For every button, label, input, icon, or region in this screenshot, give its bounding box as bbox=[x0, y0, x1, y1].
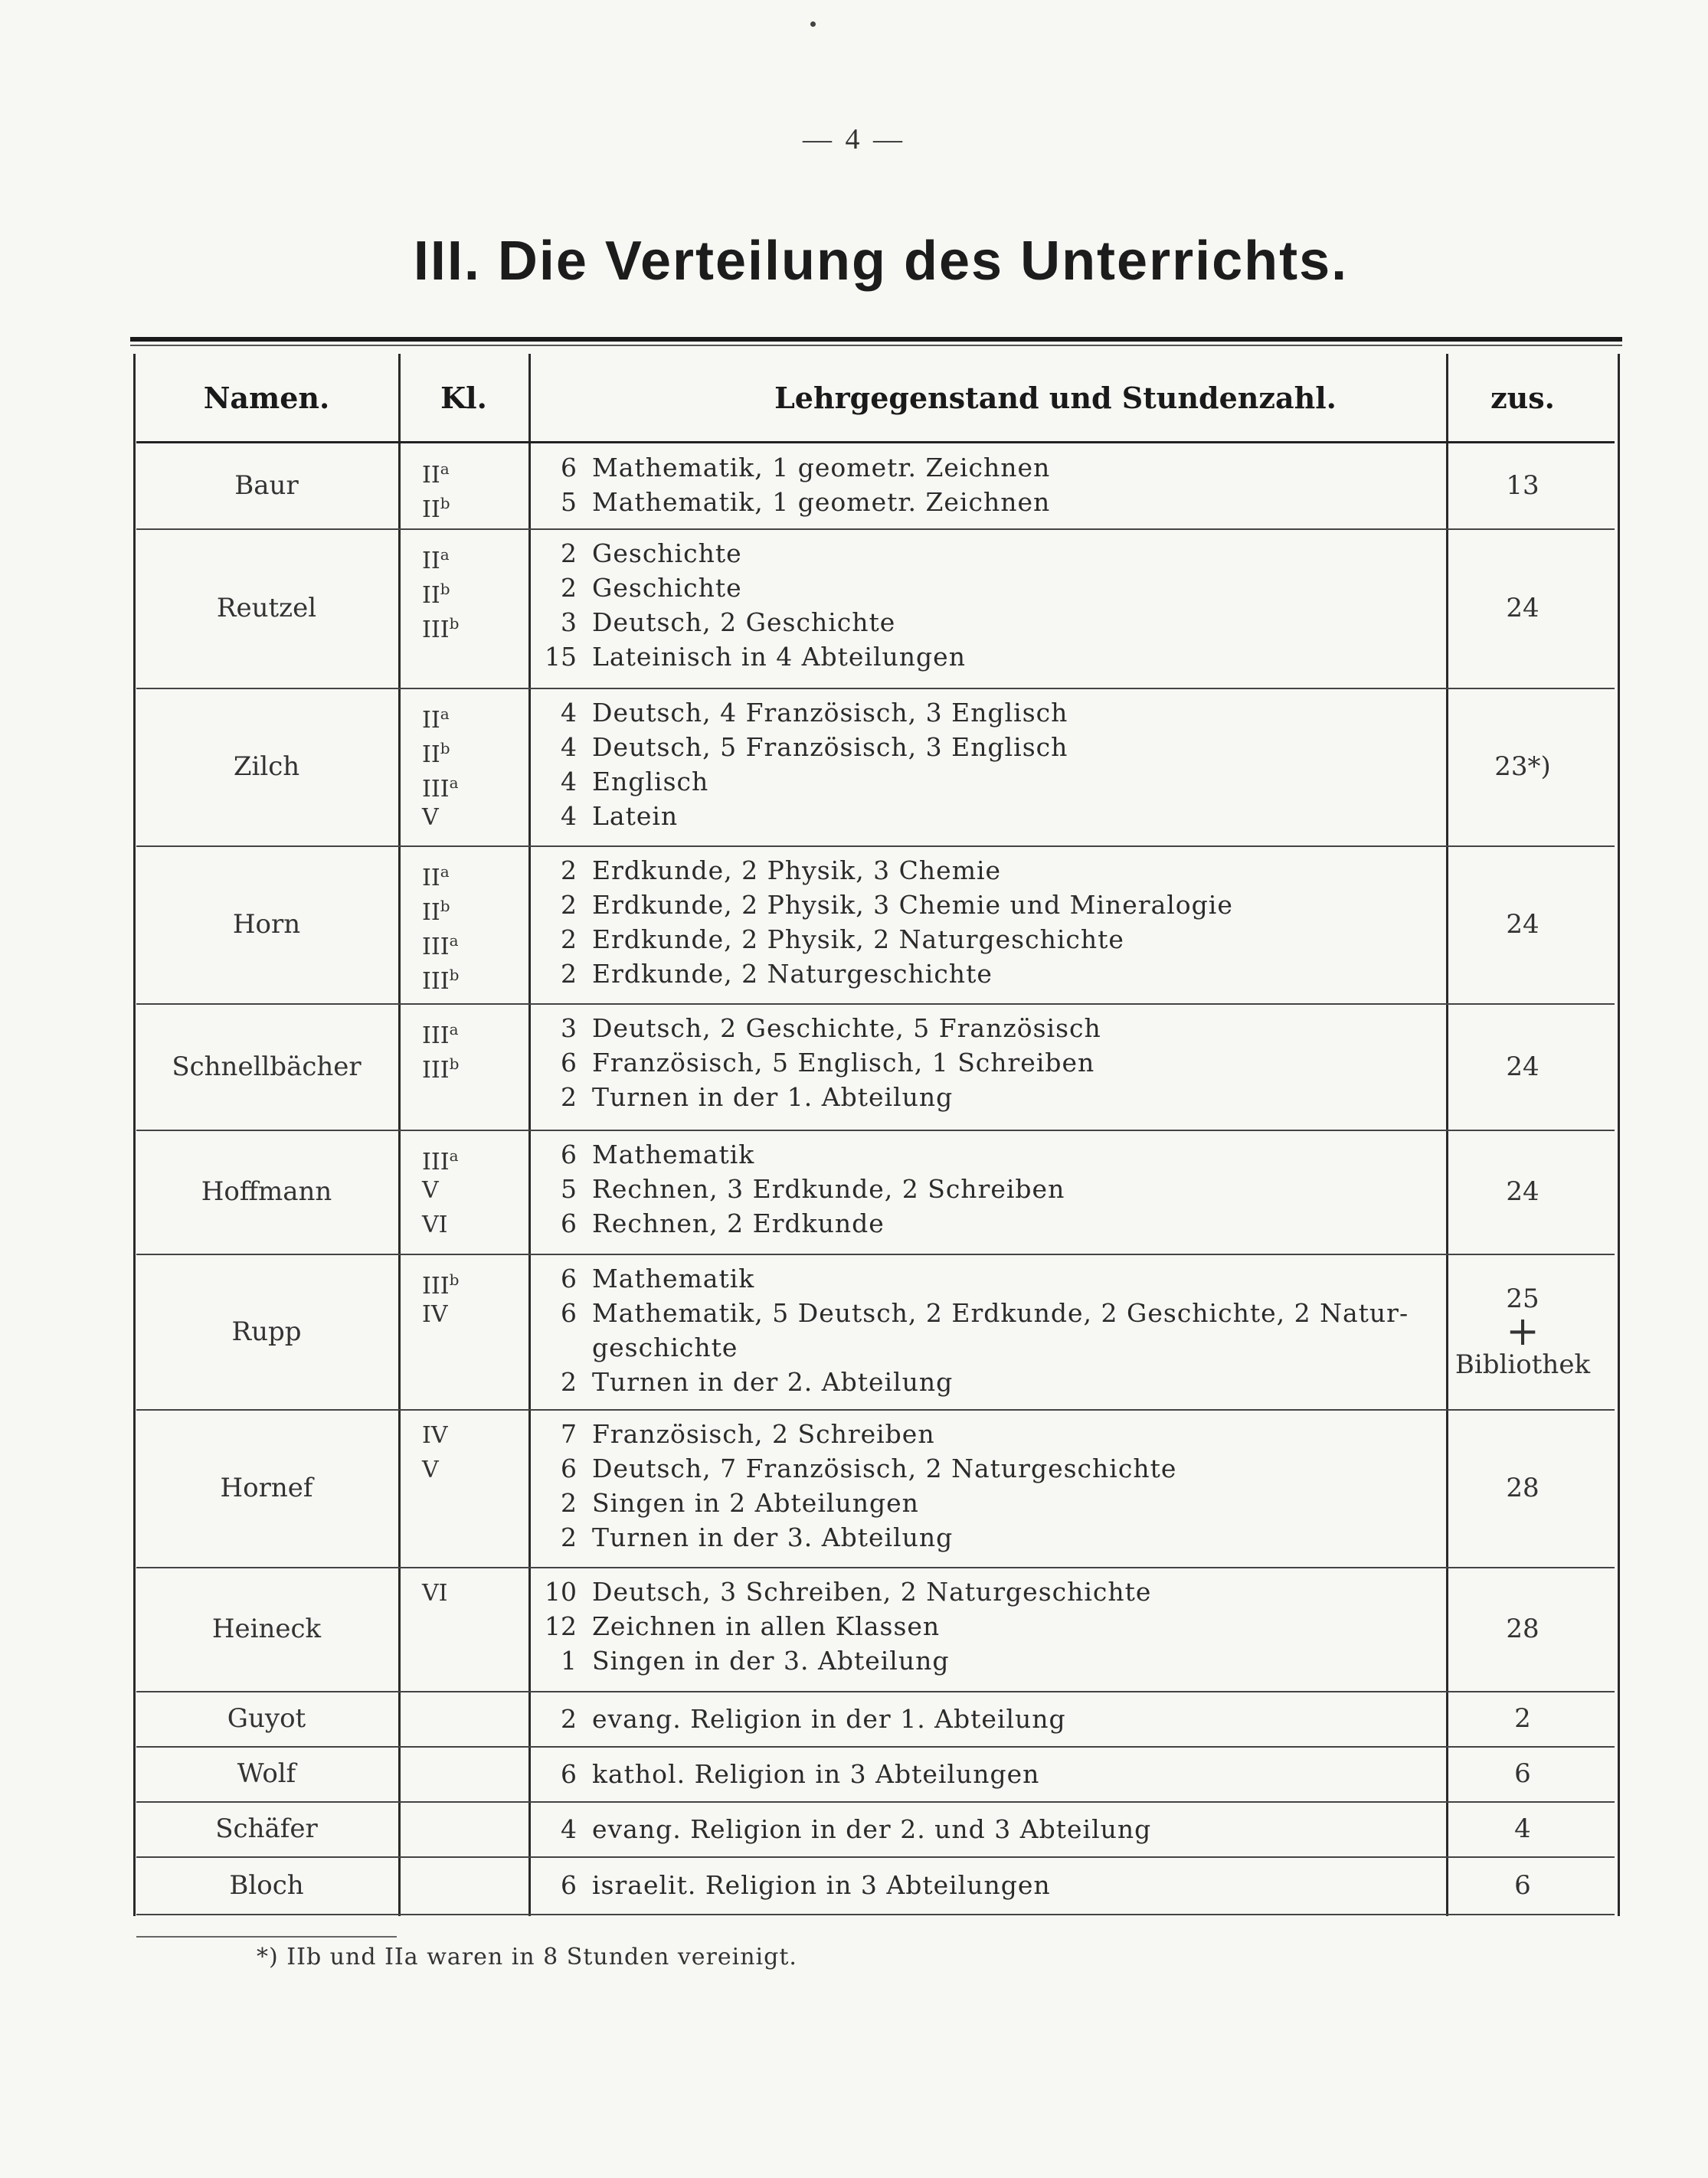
subject-list bbox=[531, 1691, 1580, 1746]
subject-line bbox=[531, 1172, 1580, 1206]
hours-count: 6 bbox=[561, 1208, 577, 1238]
total-hours bbox=[1446, 1801, 1599, 1856]
hours-count: 6 bbox=[561, 1048, 577, 1078]
total-hours bbox=[1446, 688, 1599, 845]
subject-line bbox=[531, 957, 1580, 991]
subject-text: Deutsch, 3 Schreiben, 2 Naturgeschichte bbox=[592, 1577, 1152, 1607]
table-row bbox=[136, 528, 1615, 689]
hours-count: 6 bbox=[561, 1264, 577, 1293]
class-list bbox=[401, 528, 527, 688]
total-hours bbox=[1446, 1409, 1599, 1567]
subject-text: Erdkunde, 2 Naturgeschichte bbox=[592, 959, 993, 989]
header-class: Kl. bbox=[440, 380, 487, 415]
teacher-name: Schäfer bbox=[215, 1813, 318, 1844]
class-label: $II^b$ bbox=[422, 739, 450, 768]
hours-count: 2 bbox=[561, 1522, 577, 1552]
subject-text: Geschichte bbox=[592, 573, 742, 603]
header-names: Namen. bbox=[203, 380, 330, 415]
subject-line bbox=[531, 536, 1580, 571]
hours-count: 2 bbox=[561, 573, 577, 603]
class-label: $II^a$ bbox=[422, 705, 450, 734]
subject-list bbox=[531, 1567, 1580, 1691]
ink-dot bbox=[810, 21, 816, 27]
class-label: III$^a$ bbox=[422, 773, 459, 803]
class-label: $II^a$ bbox=[422, 545, 450, 574]
class-list bbox=[401, 1254, 527, 1409]
total-hours bbox=[1446, 443, 1599, 528]
subject-text: Erdkunde, 2 Physik, 2 Naturgeschichte bbox=[592, 924, 1124, 954]
total-value: 25 bbox=[1506, 1283, 1539, 1314]
hours-count: 6 bbox=[561, 1298, 577, 1328]
hours-count: 15 bbox=[545, 642, 577, 672]
subject-text: Mathematik, 1 geometr. Zeichnen bbox=[592, 487, 1051, 517]
hours-count: 2 bbox=[561, 924, 577, 954]
total-plus: + bbox=[1506, 1308, 1539, 1355]
subject-text: Zeichnen in allen Klassen bbox=[592, 1611, 941, 1641]
total-value: 24 bbox=[1506, 1176, 1539, 1207]
total-value: 23*) bbox=[1494, 751, 1551, 782]
hours-count: 10 bbox=[545, 1577, 577, 1607]
hours-count: 3 bbox=[561, 607, 577, 637]
subject-text: Turnen in der 1. Abteilung bbox=[592, 1082, 954, 1112]
subject-list bbox=[531, 1003, 1580, 1130]
subject-line bbox=[531, 1045, 1580, 1080]
page-title: III. Die Verteilung des Unterrichts. bbox=[413, 231, 1349, 292]
subject-list bbox=[531, 1746, 1580, 1801]
total-value: 28 bbox=[1506, 1614, 1539, 1644]
total-hours bbox=[1446, 528, 1599, 688]
subject-text: Geschichte bbox=[592, 538, 742, 568]
class-list bbox=[401, 688, 527, 845]
table-border-left bbox=[133, 354, 136, 1916]
subject-list bbox=[531, 528, 1580, 688]
total-hours bbox=[1446, 1691, 1599, 1746]
subject-line bbox=[531, 1261, 1580, 1296]
subject-list bbox=[531, 1409, 1580, 1567]
subject-line bbox=[531, 1643, 1580, 1678]
subject-line bbox=[531, 1486, 1580, 1520]
table-row bbox=[136, 1003, 1615, 1131]
subject-text: israelit. Religion in 3 Abteilungen bbox=[592, 1870, 1051, 1900]
subject-line bbox=[531, 922, 1580, 957]
subject-line bbox=[531, 764, 1580, 799]
class-label: V bbox=[422, 1457, 439, 1483]
table-header-row bbox=[136, 354, 1615, 443]
table-row bbox=[136, 688, 1615, 847]
total-value: 28 bbox=[1506, 1473, 1539, 1503]
table-row bbox=[136, 1856, 1615, 1915]
subject-text: Französisch, 2 Schreiben bbox=[592, 1419, 935, 1449]
class-list bbox=[401, 443, 527, 528]
hours-count: 2 bbox=[561, 1488, 577, 1518]
subject-text: Turnen in der 2. Abteilung bbox=[592, 1367, 954, 1397]
class-label: III$^a$ bbox=[422, 931, 459, 960]
subject-line bbox=[531, 1417, 1580, 1451]
subject-text: Lateinisch in 4 Abteilungen bbox=[592, 642, 966, 672]
subject-line bbox=[531, 571, 1580, 605]
teacher-name: Horn bbox=[232, 909, 301, 940]
subject-list bbox=[531, 443, 1580, 528]
hours-count: 4 bbox=[561, 767, 577, 796]
subject-line bbox=[531, 450, 1580, 485]
table-row bbox=[136, 1130, 1615, 1255]
footnote: *) IIb und IIa waren in 8 Stunden vereinigt. bbox=[257, 1944, 797, 1970]
subject-text: Mathematik bbox=[592, 1140, 755, 1169]
subject-list bbox=[531, 1254, 1580, 1409]
subject-line bbox=[531, 1451, 1580, 1486]
hours-count: 2 bbox=[561, 890, 577, 920]
table-row bbox=[136, 1567, 1615, 1692]
teacher-name: Schnellbächer bbox=[172, 1051, 362, 1082]
class-list bbox=[401, 1409, 527, 1567]
hours-count: 6 bbox=[561, 1870, 577, 1900]
total-hours bbox=[1446, 1567, 1599, 1691]
total-value: 24 bbox=[1506, 909, 1539, 940]
total-hours bbox=[1446, 1003, 1599, 1130]
table-row bbox=[136, 1409, 1615, 1568]
subject-line bbox=[531, 1575, 1580, 1609]
class-list bbox=[401, 1003, 527, 1130]
class-label: $II^a$ bbox=[422, 459, 450, 489]
table-row bbox=[136, 1691, 1615, 1748]
class-list bbox=[401, 1567, 527, 1691]
teacher-name: Guyot bbox=[227, 1703, 306, 1734]
hours-count: 2 bbox=[561, 1082, 577, 1112]
subject-list bbox=[531, 845, 1580, 1003]
hours-count: 2 bbox=[561, 538, 577, 568]
subject-text: evang. Religion in der 2. und 3 Abteilung bbox=[592, 1813, 1152, 1844]
subject-text: evang. Religion in der 1. Abteilung bbox=[592, 1703, 1066, 1734]
total-value: 6 bbox=[1514, 1869, 1531, 1901]
subject-text: geschichte bbox=[592, 1333, 738, 1362]
total-hours bbox=[1446, 1130, 1599, 1254]
class-label: VI bbox=[422, 1212, 448, 1238]
subject-text: Singen in der 3. Abteilung bbox=[592, 1646, 950, 1676]
teacher-name: Hoffmann bbox=[201, 1176, 332, 1207]
table-row bbox=[136, 1801, 1615, 1858]
hours-count: 12 bbox=[545, 1611, 577, 1641]
class-label: $II^b$ bbox=[422, 580, 450, 609]
page-number: — 4 — bbox=[803, 123, 905, 155]
total-value: 24 bbox=[1506, 593, 1539, 623]
hours-count: 4 bbox=[561, 1813, 577, 1844]
header-total: zus. bbox=[1490, 380, 1555, 415]
class-list bbox=[401, 1801, 527, 1856]
subject-text: Deutsch, 2 Geschichte, 5 Französisch bbox=[592, 1013, 1101, 1043]
hours-count: 7 bbox=[561, 1419, 577, 1449]
subject-line bbox=[531, 695, 1580, 730]
subject-list bbox=[531, 1130, 1580, 1254]
total-value: 6 bbox=[1514, 1758, 1531, 1789]
teacher-name: Heineck bbox=[211, 1614, 322, 1644]
hours-count: 2 bbox=[561, 959, 577, 989]
subject-text: Latein bbox=[592, 801, 679, 831]
class-label: III$^b$ bbox=[422, 966, 460, 995]
hours-count: 1 bbox=[561, 1646, 577, 1676]
subject-line bbox=[531, 1011, 1580, 1045]
table-row bbox=[136, 443, 1615, 530]
subject-text: kathol. Religion in 3 Abteilungen bbox=[592, 1758, 1040, 1789]
teacher-name: Baur bbox=[234, 470, 299, 501]
subject-text: Mathematik bbox=[592, 1264, 755, 1293]
total-hours bbox=[1446, 1254, 1599, 1409]
top-rule-thin bbox=[130, 345, 1622, 346]
subject-line bbox=[531, 1812, 1580, 1846]
total-hours bbox=[1446, 1856, 1599, 1914]
hours-count: 2 bbox=[561, 1367, 577, 1397]
subject-text: Deutsch, 5 Französisch, 3 Englisch bbox=[592, 732, 1068, 762]
table-border-right bbox=[1618, 354, 1620, 1916]
teacher-name: Reutzel bbox=[216, 593, 317, 623]
class-list bbox=[401, 1856, 527, 1914]
total-extra: Bibliothek bbox=[1454, 1349, 1591, 1380]
subject-text: Mathematik, 1 geometr. Zeichnen bbox=[592, 453, 1051, 482]
hours-count: 5 bbox=[561, 1174, 577, 1204]
subject-line bbox=[531, 730, 1580, 764]
class-list bbox=[401, 1130, 527, 1254]
class-list bbox=[401, 1691, 527, 1746]
table-row bbox=[136, 1254, 1615, 1411]
hours-count: 4 bbox=[561, 732, 577, 762]
subject-line bbox=[531, 605, 1580, 639]
header-subject: Lehrgegenstand und Stundenzahl. bbox=[774, 380, 1337, 415]
total-value: 13 bbox=[1506, 470, 1539, 501]
hours-count: 4 bbox=[561, 698, 577, 728]
subject-text: Französisch, 5 Englisch, 1 Schreiben bbox=[592, 1048, 1095, 1078]
hours-count: 2 bbox=[561, 855, 577, 885]
hours-count: 6 bbox=[561, 1454, 577, 1483]
teacher-name: Zilch bbox=[233, 751, 300, 782]
total-value: 2 bbox=[1514, 1703, 1531, 1734]
class-label: VI bbox=[422, 1580, 448, 1607]
subject-text: Deutsch, 4 Französisch, 3 Englisch bbox=[592, 698, 1068, 728]
total-hours bbox=[1446, 845, 1599, 1003]
subject-line bbox=[531, 1757, 1580, 1791]
subject-text: Mathematik, 5 Deutsch, 2 Erdkunde, 2 Geschichte, 2 Natur- bbox=[592, 1298, 1409, 1328]
subject-text: Turnen in der 3. Abteilung bbox=[592, 1522, 954, 1552]
teacher-name: Bloch bbox=[229, 1869, 304, 1901]
subject-line bbox=[531, 485, 1580, 519]
table-row bbox=[136, 1746, 1615, 1803]
subject-line bbox=[531, 1365, 1580, 1399]
subject-text: Erdkunde, 2 Physik, 3 Chemie und Mineralogie bbox=[592, 890, 1233, 920]
hours-count: 3 bbox=[561, 1013, 577, 1043]
class-label: V bbox=[422, 804, 439, 831]
subject-list bbox=[531, 1801, 1580, 1856]
subject-line bbox=[531, 1330, 1580, 1365]
subject-text: Rechnen, 2 Erdkunde bbox=[592, 1208, 885, 1238]
subject-line bbox=[531, 888, 1580, 922]
table-row bbox=[136, 845, 1615, 1005]
class-label: IV bbox=[422, 1422, 448, 1449]
total-hours bbox=[1446, 1746, 1599, 1801]
subject-text: Deutsch, 2 Geschichte bbox=[592, 607, 896, 637]
hours-count: 5 bbox=[561, 487, 577, 517]
subject-line bbox=[531, 1080, 1580, 1114]
class-label: III$^b$ bbox=[422, 1055, 460, 1084]
class-list bbox=[401, 845, 527, 1003]
subject-list bbox=[531, 688, 1580, 845]
subject-line bbox=[531, 853, 1580, 888]
subject-line bbox=[531, 1609, 1580, 1643]
hours-count: 6 bbox=[561, 1140, 577, 1169]
subject-text: Singen in 2 Abteilungen bbox=[592, 1488, 919, 1518]
class-label: III$^a$ bbox=[422, 1146, 459, 1176]
subject-line bbox=[531, 1206, 1580, 1241]
class-label: III$^a$ bbox=[422, 1020, 459, 1049]
class-label: V bbox=[422, 1177, 439, 1204]
teacher-name: Rupp bbox=[231, 1316, 302, 1347]
total-value: 4 bbox=[1514, 1813, 1531, 1844]
subject-list bbox=[531, 1856, 1580, 1914]
teacher-name: Hornef bbox=[220, 1473, 313, 1503]
class-list bbox=[401, 1746, 527, 1801]
total-value: 24 bbox=[1506, 1051, 1539, 1082]
hours-count: 6 bbox=[561, 1758, 577, 1789]
class-label: III$^b$ bbox=[422, 1270, 460, 1300]
subject-text: Deutsch, 7 Französisch, 2 Naturgeschichte bbox=[592, 1454, 1177, 1483]
subject-line bbox=[531, 1702, 1580, 1736]
hours-count: 2 bbox=[561, 1703, 577, 1734]
teacher-name: Wolf bbox=[237, 1758, 296, 1789]
subject-text: Englisch bbox=[592, 767, 709, 796]
class-label: $II^a$ bbox=[422, 862, 450, 891]
subject-text: Erdkunde, 2 Physik, 3 Chemie bbox=[592, 855, 1002, 885]
subject-line bbox=[531, 1520, 1580, 1555]
subject-line bbox=[531, 1137, 1580, 1172]
class-label: $II^b$ bbox=[422, 494, 450, 523]
class-label: III$^b$ bbox=[422, 614, 460, 643]
top-rule bbox=[130, 337, 1622, 342]
hours-count: 6 bbox=[561, 453, 577, 482]
footnote-rule bbox=[136, 1936, 397, 1938]
subject-line bbox=[531, 799, 1580, 833]
class-label: IV bbox=[422, 1301, 448, 1328]
subject-line bbox=[531, 1296, 1580, 1330]
hours-count bbox=[531, 1330, 577, 1365]
subject-line bbox=[531, 639, 1580, 674]
subject-text: Rechnen, 3 Erdkunde, 2 Schreiben bbox=[592, 1174, 1065, 1204]
subject-line bbox=[531, 1868, 1580, 1902]
class-label: $II^b$ bbox=[422, 897, 450, 926]
hours-count: 4 bbox=[561, 801, 577, 831]
